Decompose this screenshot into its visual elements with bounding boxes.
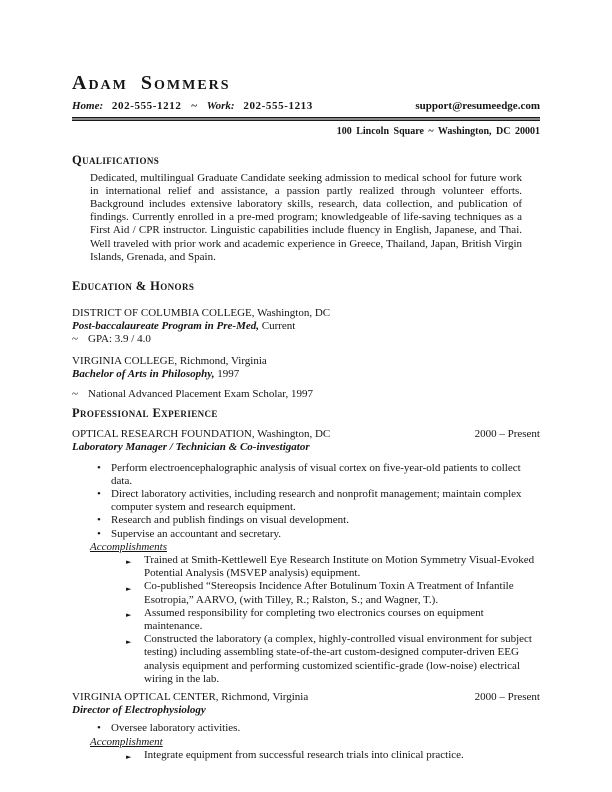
honor-text: National Advanced Placement Exam Scholar, 1997 (88, 387, 313, 400)
degree-status: Current (261, 320, 296, 333)
bullet-icon: • (97, 527, 101, 540)
degree-line (72, 368, 540, 381)
education-heading: Education & Honors (72, 278, 195, 293)
accomplishment-list (72, 554, 540, 686)
qualifications-heading: Qualifications (72, 152, 160, 167)
institution-line: VIRGINIA COLLEGE, Richmond, Virginia (72, 354, 267, 367)
experience-heading: Professional Experience (72, 406, 218, 421)
tilde-separator: ~ (191, 100, 197, 112)
job-entry (72, 428, 540, 686)
gpa-line (72, 333, 540, 346)
phone-line (72, 100, 313, 113)
job-title: Director of Electrophysiology (72, 704, 206, 717)
section-qualifications (72, 153, 540, 264)
duty-list (72, 462, 540, 541)
home-label: Home: (72, 100, 104, 112)
job-dates: 2000 – Present (474, 691, 540, 703)
list-item (126, 633, 540, 686)
tilde-bullet-icon: ~ (72, 387, 78, 400)
work-label: Work: (206, 100, 235, 112)
accomplishment-text: Co-published “Stereopsis Incidence After Botulinum Toxin A Treatment of Infantile Esotropia,” AARVO, (with Tilley, R.; Ralston, S.; and Wagner, T.). (144, 580, 514, 606)
list-item (97, 514, 540, 527)
degree: Post-baccalaureate Program in Pre-Med, (72, 320, 259, 333)
duty-list (72, 722, 540, 735)
arrow-bullet-icon: ► (126, 611, 132, 620)
contact-row (72, 100, 540, 113)
list-item (97, 722, 540, 735)
list-item (97, 528, 540, 541)
candidate-name: Adam Sommers (72, 72, 231, 94)
bullet-icon: • (97, 461, 101, 474)
duty-text: Oversee laboratory activities. (111, 722, 241, 735)
section-experience (72, 406, 540, 764)
education-entry (72, 307, 540, 347)
duty-text: Perform electroencephalographic analysis of visual cortex on five-year-old patients to collect data. (111, 461, 521, 487)
accomplishment-text: Constructed the laboratory (a complex, highly-controlled visual environment for subject testing) including assembling state-of-the-art custom-designed computer-driven EEG analysis equipment and performing customized scientific-grade (low-noise) electrical wiring in the lab. (144, 633, 532, 685)
honor-line (72, 388, 540, 401)
job-dates: 2000 – Present (474, 428, 540, 441)
job-entry (72, 691, 540, 765)
accomplishments-label: Accomplishments (90, 540, 167, 553)
company-line: VIRGINIA OPTICAL CENTER, Richmond, Virginia (72, 691, 309, 703)
list-item (126, 554, 540, 580)
accomplishment-text: Trained at Smith-Kettlewell Eye Research Institute on Motion Symmetry Visual-Evoked Potential Analysis (MSVEP analysis) equipment. (144, 553, 535, 580)
duty-text: Direct laboratory activities, including research and nonprofit management; maintain complex computer system and research equipment. (111, 487, 522, 514)
company-line: OPTICAL RESEARCH FOUNDATION, Washington, DC (72, 428, 331, 441)
list-item (126, 580, 540, 606)
bullet-icon: • (97, 514, 101, 527)
bullet-icon: • (97, 487, 101, 500)
job-header (72, 691, 540, 704)
bullet-icon: • (97, 722, 101, 735)
accomplishments-label: Accomplishment (90, 735, 163, 748)
list-item (126, 749, 540, 765)
work-phone: 202-555-1213 (243, 100, 313, 112)
education-entry (72, 355, 540, 381)
address: 100 Lincoln Square ~ Washington, DC 20001 (336, 125, 540, 137)
arrow-bullet-icon: ► (126, 558, 132, 567)
header-rule (72, 117, 540, 121)
accomplishment-list (72, 749, 540, 765)
section-education (72, 279, 540, 401)
list-item (97, 462, 540, 488)
institution-line: DISTRICT OF COLUMBIA COLLEGE, Washington, DC (72, 306, 331, 319)
duty-text: Supervise an accountant and secretary. (111, 527, 282, 540)
arrow-bullet-icon: ► (126, 584, 132, 593)
arrow-bullet-icon: ► (126, 637, 132, 646)
arrow-bullet-icon: ► (126, 753, 132, 762)
email: support@resumeedge.com (415, 100, 540, 112)
accomplishment-text: Integrate equipment from successful research trials into clinical practice. (144, 748, 464, 761)
degree-line (72, 320, 540, 333)
job-title: Laboratory Manager / Technician & Co-investigator (72, 441, 310, 454)
degree: Bachelor of Arts in Philosophy, (72, 367, 215, 380)
job-header (72, 428, 540, 441)
home-phone: 202-555-1212 (111, 100, 182, 112)
duty-text: Research and publish findings on visual development. (111, 514, 349, 527)
degree-year: 1997 (217, 367, 240, 380)
accomplishment-text: Assumed responsibility for completing two electronics courses on equipment maintenance. (144, 606, 484, 632)
tilde-bullet-icon: ~ (72, 333, 78, 346)
list-item (97, 488, 540, 514)
list-item (126, 607, 540, 633)
gpa-value: GPA: 3.9 / 4.0 (88, 333, 151, 346)
qualifications-summary: Dedicated, multilingual Graduate Candidate seeking admission to medical school for future work in international relief and assistance, a passion partly realized through volunteer efforts. Background includes extensive laboratory skills, research, data collection, and publication of findings. Currently enrolled in a pre-med program; knowledgeable of life-saving techniques as a First Aid / CPR instructor. Linguistic capabilities include fluency in English, Japanese, and Thai. Well traveled with prior work and academic experience in Greece, Thailand, Japan, British Virgin Islands, Grenada, and Spain. (90, 171, 522, 263)
